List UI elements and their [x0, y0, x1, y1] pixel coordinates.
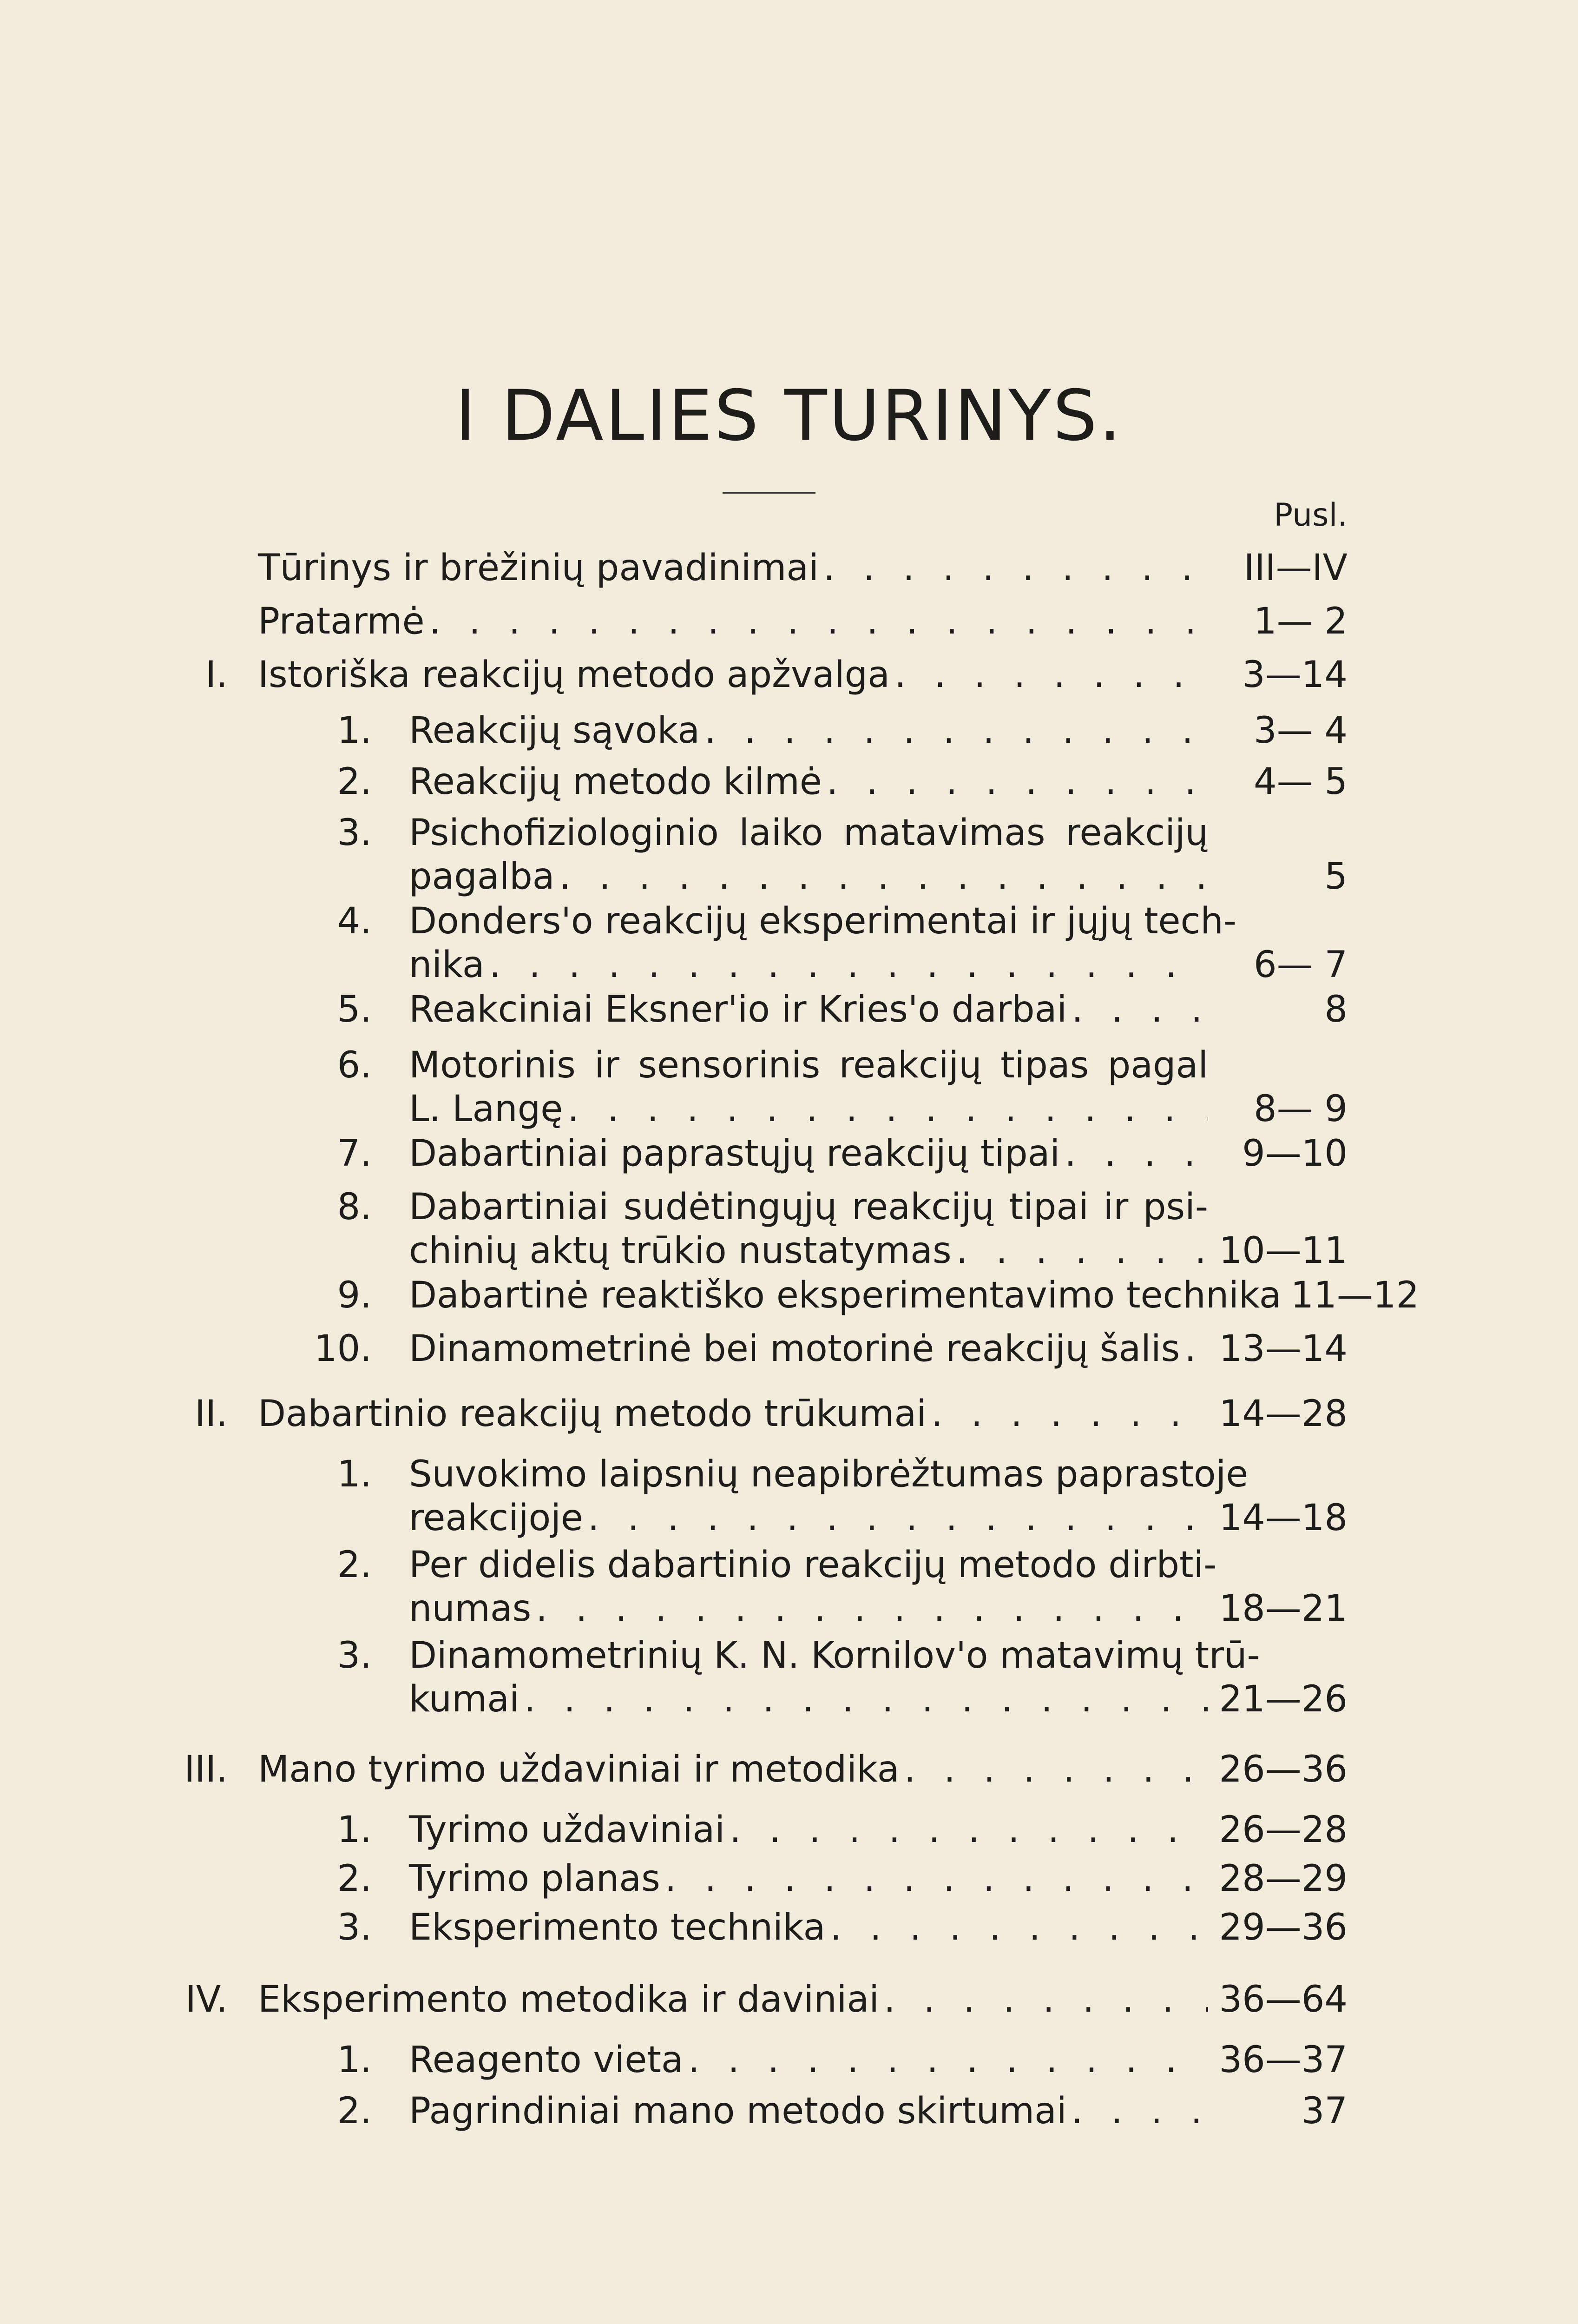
toc-entry-title: Eksperimento technika [409, 1907, 826, 1948]
toc-entry-page: 28—29 [1219, 1858, 1348, 1900]
toc-entry-number: 1. [337, 710, 372, 752]
toc-entry-page: 36—64 [1219, 1979, 1348, 2020]
toc-entry-number: 3. [337, 1635, 372, 1677]
toc-entry-page: 13—14 [1219, 1328, 1348, 1370]
leader-dots [559, 855, 1208, 898]
toc-entry-title: Tūrinys ir brėžinių pavadinimai [258, 547, 819, 589]
toc-entry-title: Tyrimo uždaviniai [409, 1809, 725, 1851]
page-column-header: Pusl. [1274, 497, 1348, 534]
leader-dots [1072, 988, 1208, 1031]
toc-entry-title: Eksperimento metodika ir daviniai [258, 1979, 879, 2020]
toc-entry-number: I. [205, 654, 228, 696]
toc-entry-number: II. [195, 1393, 228, 1435]
toc-entry-number: IV. [185, 1979, 228, 2020]
toc-entry-title: Dinamometrinių K. N. Kornilov'o matavimų trū- [409, 1635, 1260, 1677]
leader-dots [830, 1906, 1208, 1949]
toc-entry-title: Pagrindiniai mano metodo skirtumai [409, 2090, 1067, 2132]
toc-entry-title: nika [409, 944, 485, 986]
toc-entry-number: 3. [337, 812, 372, 854]
leader-dots [730, 1808, 1208, 1852]
toc-entry-title: Donders'o reakcijų eksperimentai ir jųjų tech- [409, 900, 1237, 942]
toc-entry-number: 2. [337, 1544, 372, 1586]
toc-entry-number: 2. [337, 761, 372, 803]
toc-entry-number: 10. [314, 1328, 372, 1370]
toc-entry-title: pagalba [409, 856, 555, 898]
toc-entry-title: L. Langę [409, 1088, 563, 1130]
toc-entry-title: Suvokimo laipsnių neapibrėžtumas paprastoje [409, 1453, 1249, 1495]
toc-entry-title: Dabartiniai sudėtingųjų reakcijų tipai ir psi- [409, 1186, 1208, 1228]
toc-entry-page: 37 [1301, 2090, 1348, 2132]
leader-dots [665, 1857, 1208, 1901]
toc-entry-title: Istoriška reakcijų metodo apžvalga [258, 654, 890, 696]
toc-entry-number: 3. [337, 1907, 372, 1948]
toc-entry-page: 6— 7 [1253, 944, 1348, 986]
leader-dots [567, 1087, 1208, 1131]
toc-entry-title: Dinamometrinė bei motorinė reakcijų šalis [409, 1328, 1180, 1370]
leader-dots [688, 2038, 1208, 2082]
toc-entry-title: Per didelis dabartinio reakcijų metodo dirbti- [409, 1544, 1217, 1586]
toc-entry-number: 2. [337, 1858, 372, 1900]
toc-entry-page: 10—11 [1219, 1230, 1348, 1272]
page-title: I DALIES TURINYS. [455, 376, 1123, 456]
toc-entry-page: 1— 2 [1253, 601, 1348, 642]
toc-entry-number: 1. [337, 1453, 372, 1495]
toc-entry-number: 8. [337, 1186, 372, 1228]
leader-dots [704, 709, 1208, 753]
toc-entry-title: Tyrimo planas [409, 1858, 660, 1900]
toc-entry-page: 21—26 [1219, 1678, 1348, 1720]
leader-dots [827, 760, 1208, 804]
toc-entry-page: 36—37 [1219, 2039, 1348, 2081]
leader-dots [588, 1496, 1208, 1540]
toc-entry-page: 18—21 [1219, 1588, 1348, 1630]
toc-entry-title: Motorinis ir sensorinis reakcijų tipas pagal [409, 1044, 1208, 1086]
toc-entry-title: Reagento vieta [409, 2039, 684, 2081]
leader-dots [1065, 1132, 1208, 1175]
toc-entry-page: 5 [1324, 856, 1348, 898]
toc-entry-page: 4— 5 [1253, 761, 1348, 803]
toc-entry-number: 5. [337, 989, 372, 1030]
toc-entry-title: Reakcijų metodo kilmė [409, 761, 822, 803]
toc-entry-page: 26—36 [1219, 1749, 1348, 1790]
toc-entry-title: Pratarmė [258, 601, 425, 642]
leader-dots [429, 600, 1208, 643]
toc-entry-page: 26—28 [1219, 1809, 1348, 1851]
leader-dots [489, 943, 1208, 987]
toc-entry-page: 11—12 [1290, 1274, 1420, 1316]
toc-entry-title: Dabartinė reaktiško eksperimentavimo technika [409, 1274, 1282, 1316]
leader-dots [904, 1748, 1208, 1791]
leader-dots [536, 1587, 1208, 1631]
toc-entry-title: Dabartiniai paprastųjų reakcijų tipai [409, 1133, 1060, 1175]
toc-entry-title: Dabartinio reakcijų metodo trūkumai [258, 1393, 927, 1435]
toc-entry-title: Reakcijų sąvoka [409, 710, 700, 752]
leader-dots [524, 1677, 1208, 1721]
toc-entry-page: 14—28 [1219, 1393, 1348, 1435]
toc-entry-page: 3— 4 [1253, 710, 1348, 752]
leader-dots [823, 546, 1208, 590]
toc-entry-number: 1. [337, 2039, 372, 2081]
toc-entry-page: III—IV [1243, 547, 1348, 589]
toc-entry-number: III. [184, 1749, 228, 1790]
toc-entry-number: 7. [337, 1133, 372, 1175]
toc-entry-page: 8 [1324, 989, 1348, 1030]
toc-entry-page: 8— 9 [1253, 1088, 1348, 1130]
toc-entry-title: numas [409, 1588, 532, 1630]
toc-entry-number: 9. [337, 1274, 372, 1316]
toc-entry-number: 4. [337, 900, 372, 942]
leader-dots [1184, 1327, 1208, 1371]
toc-entry-title: kumai [409, 1678, 519, 1720]
toc-entry-number: 2. [337, 2090, 372, 2132]
leader-dots [956, 1229, 1208, 1273]
toc-entry-page: 3—14 [1242, 654, 1348, 696]
toc-entry-title: chinių aktų trūkio nustatymas [409, 1230, 952, 1272]
leader-dots [1072, 2089, 1208, 2133]
toc-entry-title: reakcijoje [409, 1497, 583, 1539]
toc-entry-page: 29—36 [1219, 1907, 1348, 1948]
leader-dots [894, 653, 1208, 697]
toc-entry-title: Psichofiziologinio laiko matavimas reakcijų [409, 812, 1208, 854]
toc-entry-title: Reakciniai Eksner'io ir Kries'o darbai [409, 989, 1067, 1030]
toc-entry-page: 9—10 [1242, 1133, 1348, 1175]
toc-entry-page: 14—18 [1219, 1497, 1348, 1539]
toc-entry-number: 6. [337, 1044, 372, 1086]
leader-dots [884, 1978, 1208, 2021]
toc-entry-number: 1. [337, 1809, 372, 1851]
toc-entry-title: Mano tyrimo uždaviniai ir metodika [258, 1749, 900, 1790]
leader-dots [931, 1392, 1208, 1436]
